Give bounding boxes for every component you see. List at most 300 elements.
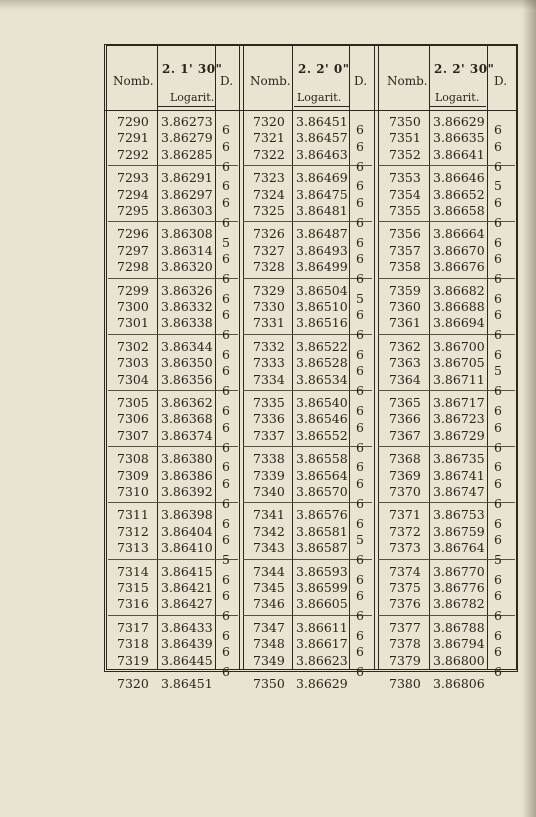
table-cell-difference: 6 <box>494 214 502 230</box>
table-cell-difference: 6 <box>356 138 364 154</box>
table-cell-difference: 6 <box>356 363 364 379</box>
table-cell-logarithm: 3.86504 <box>296 282 348 298</box>
group-separator <box>108 502 238 503</box>
table-cell-number: 7304 <box>117 371 149 387</box>
table-cell-number: 7340 <box>253 484 285 499</box>
table-cell-logarithm: 3.86806 <box>433 676 485 691</box>
table-cell-number: 7333 <box>253 355 285 371</box>
table-cell-difference: 6 <box>222 495 230 511</box>
table-cell-logarithm: 3.86658 <box>433 203 485 218</box>
table-cell-difference: 6 <box>356 571 364 587</box>
table-cell-difference: 6 <box>222 122 230 138</box>
table-cell-logarithm: 3.86374 <box>161 427 213 443</box>
table-cell-number: 7320 <box>253 114 285 129</box>
table-cell-logarithm: 3.86558 <box>296 451 348 467</box>
table-cell-number: 7303 <box>117 355 149 371</box>
header-angle-3: 2. 2' 30" <box>434 62 495 76</box>
table-cell-logarithm: 3.86410 <box>161 540 213 556</box>
table-cell-difference: 6 <box>356 644 364 660</box>
table-cell-difference: 6 <box>494 290 502 306</box>
table-cell-logarithm: 3.86576 <box>296 507 348 523</box>
table-cell-logarithm: 3.86764 <box>433 540 485 556</box>
table-cell-logarithm: 3.86753 <box>433 507 485 523</box>
column-rule <box>429 46 430 670</box>
group-separator <box>243 278 372 279</box>
table-cell-logarithm: 3.86676 <box>433 259 485 275</box>
group-separator <box>108 221 238 222</box>
table-cell-number: 7323 <box>253 170 285 186</box>
table-cell-logarithm: 3.86623 <box>296 652 348 668</box>
table-cell-logarithm: 3.86398 <box>161 507 213 523</box>
table-cell-number: 7377 <box>389 619 421 635</box>
table-cell-number: 7298 <box>117 259 149 275</box>
table-cell-number: 7344 <box>253 563 285 579</box>
table-cell-number: 7338 <box>253 451 285 467</box>
table-cell-logarithm: 3.86552 <box>296 427 348 443</box>
group-separator <box>243 334 372 335</box>
table-cell-difference: 6 <box>494 138 502 154</box>
table-cell-difference: 6 <box>222 214 230 230</box>
table-cell-logarithm: 3.86717 <box>433 395 485 410</box>
table-cell-difference: 6 <box>356 419 364 435</box>
table-cell-difference: 6 <box>222 628 230 643</box>
table-cell-logarithm: 3.86682 <box>433 282 485 298</box>
table-cell-number: 7334 <box>253 371 285 387</box>
table-cell-number: 7291 <box>117 130 149 146</box>
table-cell-difference: 5 <box>494 551 502 567</box>
table-cell-difference: 6 <box>222 383 230 399</box>
table-cell-logarithm: 3.86463 <box>296 146 348 162</box>
table-cell-difference: 6 <box>494 158 502 174</box>
group-separator <box>108 165 238 166</box>
table-cell-difference: 6 <box>356 439 364 455</box>
table-cell-number: 7292 <box>117 146 149 162</box>
block-divider <box>239 46 244 670</box>
group-separator <box>108 559 238 560</box>
table-cell-difference: 6 <box>494 383 502 399</box>
table-cell-difference: 6 <box>222 347 230 362</box>
table-cell-number: 7330 <box>253 299 285 314</box>
table-cell-logarithm: 3.86705 <box>433 355 485 371</box>
table-cell-number: 7370 <box>389 484 421 499</box>
header-d-2: D. <box>354 74 368 88</box>
header-d-1: D. <box>220 74 234 88</box>
header-angle-1: 2. 1' 30" <box>162 62 223 76</box>
group-separator <box>108 446 238 447</box>
table-cell-logarithm: 3.86670 <box>433 242 485 258</box>
header-logarit-1: Logarit. <box>170 91 215 104</box>
table-cell-difference: 6 <box>494 515 502 531</box>
group-separator <box>108 615 238 616</box>
table-cell-logarithm: 3.86303 <box>161 203 213 218</box>
table-cell-difference: 6 <box>356 495 364 511</box>
table-cell-number: 7306 <box>117 411 149 427</box>
table-cell-difference: 6 <box>494 439 502 455</box>
table-cell-logarithm: 3.86344 <box>161 338 213 354</box>
table-cell-number: 7351 <box>389 130 421 146</box>
table-cell-difference: 6 <box>356 588 364 604</box>
table-cell-number: 7328 <box>253 259 285 275</box>
table-cell-number: 7346 <box>253 596 285 612</box>
table-cell-difference: 6 <box>222 251 230 266</box>
table-cell-logarithm: 3.86688 <box>433 299 485 314</box>
table-cell-logarithm: 3.86320 <box>161 259 213 275</box>
table-cell-difference: 6 <box>356 347 364 362</box>
table-cell-logarithm: 3.86522 <box>296 338 348 354</box>
table-cell-number: 7350 <box>389 114 421 129</box>
table-cell-difference: 6 <box>222 363 230 379</box>
header-nomb-3: Nomb. <box>387 74 428 88</box>
table-cell-logarithm: 3.86528 <box>296 355 348 371</box>
table-cell-logarithm: 3.86481 <box>296 203 348 218</box>
table-cell-number: 7348 <box>253 636 285 652</box>
table-cell-difference: 6 <box>356 608 364 624</box>
table-cell-logarithm: 3.86415 <box>161 563 213 579</box>
table-cell-difference: 6 <box>494 122 502 138</box>
table-cell-logarithm: 3.86510 <box>296 299 348 314</box>
table-cell-logarithm: 3.86605 <box>296 596 348 612</box>
table-cell-number: 7293 <box>117 170 149 186</box>
table-cell-difference: 6 <box>494 327 502 343</box>
column-rule <box>157 46 158 670</box>
table-cell-number: 7299 <box>117 282 149 298</box>
table-cell-logarithm: 3.86534 <box>296 371 348 387</box>
table-cell-logarithm: 3.86587 <box>296 540 348 556</box>
table-cell-logarithm: 3.86711 <box>433 371 485 387</box>
table-cell-logarithm: 3.86540 <box>296 395 348 410</box>
table-cell-difference: 6 <box>356 158 364 174</box>
table-cell-number: 7357 <box>389 242 421 258</box>
table-cell-logarithm: 3.86629 <box>296 676 348 691</box>
table-cell-number: 7337 <box>253 427 285 443</box>
table-cell-number: 7372 <box>389 523 421 539</box>
table-cell-number: 7318 <box>117 636 149 652</box>
group-separator <box>243 615 372 616</box>
table-cell-logarithm: 3.86794 <box>433 636 485 652</box>
group-separator <box>108 334 238 335</box>
header-underline-2 <box>294 106 349 107</box>
table-cell-number: 7339 <box>253 467 285 483</box>
table-cell-number: 7367 <box>389 427 421 443</box>
table-cell-number: 7342 <box>253 523 285 539</box>
table-cell-difference: 6 <box>494 403 502 419</box>
column-rule <box>349 46 350 670</box>
table-cell-difference: 6 <box>494 588 502 604</box>
table-cell-logarithm: 3.86646 <box>433 170 485 186</box>
table-cell-logarithm: 3.86326 <box>161 282 213 298</box>
table-cell-logarithm: 3.86723 <box>433 411 485 427</box>
table-cell-number: 7360 <box>389 299 421 314</box>
table-cell-number: 7312 <box>117 523 149 539</box>
table-cell-difference: 5 <box>222 234 230 250</box>
table-cell-logarithm: 3.86516 <box>296 315 348 331</box>
table-cell-logarithm: 3.86593 <box>296 563 348 579</box>
table-cell-logarithm: 3.86404 <box>161 523 213 539</box>
table-cell-logarithm: 3.86308 <box>161 226 213 242</box>
table-cell-difference: 6 <box>494 459 502 475</box>
table-cell-difference: 6 <box>222 515 230 531</box>
table-cell-logarithm: 3.86368 <box>161 411 213 427</box>
table-cell-difference: 6 <box>222 644 230 660</box>
table-cell-difference: 6 <box>222 194 230 210</box>
table-cell-difference: 6 <box>356 664 364 680</box>
table-cell-logarithm: 3.86694 <box>433 315 485 331</box>
table-cell-number: 7326 <box>253 226 285 242</box>
table-cell-logarithm: 3.86776 <box>433 580 485 595</box>
table-cell-difference: 6 <box>222 439 230 455</box>
header-nomb-2: Nomb. <box>250 74 291 88</box>
table-cell-number: 7300 <box>117 299 149 314</box>
table-cell-logarithm: 3.86427 <box>161 596 213 612</box>
table-cell-number: 7332 <box>253 338 285 354</box>
group-separator <box>108 278 238 279</box>
table-cell-logarithm: 3.86338 <box>161 315 213 331</box>
table-cell-difference: 5 <box>356 290 364 306</box>
table-cell-number: 7362 <box>389 338 421 354</box>
table-cell-logarithm: 3.86635 <box>433 130 485 146</box>
table-cell-number: 7329 <box>253 282 285 298</box>
table-cell-number: 7352 <box>389 146 421 162</box>
table-cell-difference: 6 <box>494 532 502 547</box>
table-cell-difference: 6 <box>356 475 364 491</box>
table-cell-number: 7355 <box>389 203 421 218</box>
table-cell-difference: 5 <box>222 551 230 567</box>
table-cell-number: 7373 <box>389 540 421 556</box>
table-cell-logarithm: 3.86700 <box>433 338 485 354</box>
header-rule <box>104 110 518 111</box>
table-cell-number: 7336 <box>253 411 285 427</box>
header-angle-2: 2. 2' 0" <box>298 62 350 76</box>
table-cell-number: 7325 <box>253 203 285 218</box>
table-cell-difference: 6 <box>494 644 502 660</box>
table-cell-logarithm: 3.86741 <box>433 467 485 483</box>
table-cell-difference: 6 <box>222 664 230 680</box>
table-cell-number: 7331 <box>253 315 285 331</box>
table-cell-difference: 6 <box>494 475 502 491</box>
table-cell-number: 7327 <box>253 242 285 258</box>
table-cell-number: 7314 <box>117 563 149 579</box>
table-cell-logarithm: 3.86800 <box>433 652 485 668</box>
table-cell-number: 7376 <box>389 596 421 612</box>
table-cell-logarithm: 3.86439 <box>161 636 213 652</box>
table-cell-number: 7321 <box>253 130 285 146</box>
table-cell-difference: 6 <box>494 251 502 266</box>
table-cell-logarithm: 3.86782 <box>433 596 485 612</box>
table-cell-number: 7311 <box>117 507 149 523</box>
table-cell-logarithm: 3.86356 <box>161 371 213 387</box>
table-cell-number: 7302 <box>117 338 149 354</box>
table-cell-difference: 6 <box>356 383 364 399</box>
table-cell-logarithm: 3.86350 <box>161 355 213 371</box>
table-cell-logarithm: 3.86487 <box>296 226 348 242</box>
group-separator <box>243 390 372 391</box>
table-cell-difference: 6 <box>356 178 364 194</box>
table-cell-logarithm: 3.86747 <box>433 484 485 499</box>
table-cell-logarithm: 3.86629 <box>433 114 485 129</box>
table-cell-difference: 6 <box>222 307 230 323</box>
table-cell-number: 7343 <box>253 540 285 556</box>
table-cell-logarithm: 3.86314 <box>161 242 213 258</box>
table-cell-logarithm: 3.86788 <box>433 619 485 635</box>
table-cell-difference: 6 <box>222 571 230 587</box>
page-top-shadow <box>0 0 536 10</box>
table-cell-number: 7307 <box>117 427 149 443</box>
header-underline-3 <box>430 106 486 107</box>
table-cell-logarithm: 3.86451 <box>296 114 348 129</box>
table-cell-number: 7349 <box>253 652 285 668</box>
table-cell-difference: 5 <box>494 363 502 379</box>
table-cell-difference: 6 <box>356 122 364 138</box>
table-cell-difference: 6 <box>222 138 230 154</box>
table-cell-difference: 6 <box>356 234 364 250</box>
table-cell-logarithm: 3.86457 <box>296 130 348 146</box>
table-cell-difference: 6 <box>222 608 230 624</box>
table-cell-difference: 6 <box>222 588 230 604</box>
table-cell-logarithm: 3.86469 <box>296 170 348 186</box>
table-cell-difference: 6 <box>494 347 502 362</box>
table-cell-logarithm: 3.86641 <box>433 146 485 162</box>
table-cell-number: 7347 <box>253 619 285 635</box>
table-cell-logarithm: 3.86362 <box>161 395 213 410</box>
table-cell-number: 7375 <box>389 580 421 595</box>
table-cell-difference: 6 <box>222 532 230 547</box>
table-cell-logarithm: 3.86581 <box>296 523 348 539</box>
table-cell-number: 7363 <box>389 355 421 371</box>
table-cell-difference: 6 <box>222 419 230 435</box>
table-cell-difference: 6 <box>356 270 364 286</box>
table-cell-logarithm: 3.86451 <box>161 676 213 691</box>
table-cell-difference: 6 <box>356 628 364 643</box>
table-cell-difference: 6 <box>356 214 364 230</box>
table-cell-number: 7378 <box>389 636 421 652</box>
table-cell-number: 7358 <box>389 259 421 275</box>
table-cell-difference: 6 <box>494 664 502 680</box>
header-d-3: D. <box>494 74 508 88</box>
table-cell-logarithm: 3.86421 <box>161 580 213 595</box>
table-cell-logarithm: 3.86291 <box>161 170 213 186</box>
table-cell-difference: 6 <box>222 475 230 491</box>
table-cell-logarithm: 3.86735 <box>433 451 485 467</box>
table-cell-number: 7356 <box>389 226 421 242</box>
group-separator <box>243 446 372 447</box>
table-cell-number: 7353 <box>389 170 421 186</box>
table-cell-logarithm: 3.86617 <box>296 636 348 652</box>
table-cell-number: 7374 <box>389 563 421 579</box>
table-cell-number: 7305 <box>117 395 149 410</box>
table-cell-difference: 6 <box>356 403 364 419</box>
table-cell-difference: 6 <box>494 571 502 587</box>
table-cell-number: 7317 <box>117 619 149 635</box>
table-cell-logarithm: 3.86652 <box>433 186 485 202</box>
table-cell-logarithm: 3.86493 <box>296 242 348 258</box>
table-cell-logarithm: 3.86297 <box>161 186 213 202</box>
table-cell-number: 7320 <box>117 676 149 691</box>
table-cell-number: 7365 <box>389 395 421 410</box>
table-cell-number: 7361 <box>389 315 421 331</box>
table-cell-logarithm: 3.86611 <box>296 619 348 635</box>
table-cell-logarithm: 3.86499 <box>296 259 348 275</box>
table-cell-logarithm: 3.86664 <box>433 226 485 242</box>
table-cell-number: 7297 <box>117 242 149 258</box>
table-cell-logarithm: 3.86599 <box>296 580 348 595</box>
table-cell-difference: 6 <box>494 495 502 511</box>
table-cell-number: 7309 <box>117 467 149 483</box>
table-cell-number: 7294 <box>117 186 149 202</box>
table-cell-difference: 6 <box>222 270 230 286</box>
table-cell-difference: 5 <box>494 178 502 194</box>
table-cell-number: 7366 <box>389 411 421 427</box>
table-cell-difference: 6 <box>222 290 230 306</box>
table-cell-difference: 6 <box>356 327 364 343</box>
header-nomb-1: Nomb. <box>113 74 154 88</box>
table-cell-difference: 5 <box>356 532 364 547</box>
table-cell-difference: 6 <box>222 327 230 343</box>
table-cell-difference: 6 <box>494 608 502 624</box>
block-divider <box>374 46 379 670</box>
table-cell-difference: 6 <box>222 178 230 194</box>
table-cell-number: 7368 <box>389 451 421 467</box>
table-cell-logarithm: 3.86273 <box>161 114 213 129</box>
table-cell-logarithm: 3.86570 <box>296 484 348 499</box>
table-cell-logarithm: 3.86279 <box>161 130 213 146</box>
table-cell-logarithm: 3.86380 <box>161 451 213 467</box>
table-cell-logarithm: 3.86386 <box>161 467 213 483</box>
table-cell-difference: 6 <box>494 234 502 250</box>
table-cell-difference: 6 <box>222 403 230 419</box>
group-separator <box>243 559 372 560</box>
table-cell-number: 7290 <box>117 114 149 129</box>
table-cell-difference: 6 <box>356 551 364 567</box>
table-cell-number: 7335 <box>253 395 285 410</box>
table-cell-difference: 6 <box>356 459 364 475</box>
table-cell-number: 7316 <box>117 596 149 612</box>
table-cell-number: 7308 <box>117 451 149 467</box>
page-edge-shadow <box>522 0 536 817</box>
table-cell-number: 7319 <box>117 652 149 668</box>
column-rule <box>487 46 488 670</box>
table-cell-number: 7315 <box>117 580 149 595</box>
table-cell-difference: 6 <box>494 307 502 323</box>
header-underline-1 <box>158 106 216 107</box>
group-separator <box>108 390 238 391</box>
group-separator <box>243 165 372 166</box>
table-cell-difference: 6 <box>494 194 502 210</box>
table-cell-difference: 6 <box>494 270 502 286</box>
table-cell-number: 7364 <box>389 371 421 387</box>
table-cell-number: 7380 <box>389 676 421 691</box>
table-cell-logarithm: 3.86445 <box>161 652 213 668</box>
table-cell-difference: 6 <box>494 419 502 435</box>
table-cell-logarithm: 3.86759 <box>433 523 485 539</box>
table-cell-difference: 6 <box>494 628 502 643</box>
table-cell-difference: 6 <box>356 307 364 323</box>
table-cell-number: 7354 <box>389 186 421 202</box>
column-rule <box>215 46 216 670</box>
table-cell-number: 7369 <box>389 467 421 483</box>
table-cell-number: 7310 <box>117 484 149 499</box>
table-cell-logarithm: 3.86392 <box>161 484 213 499</box>
table-cell-logarithm: 3.86770 <box>433 563 485 579</box>
table-cell-number: 7301 <box>117 315 149 331</box>
table-cell-number: 7379 <box>389 652 421 668</box>
table-cell-number: 7341 <box>253 507 285 523</box>
column-rule <box>292 46 293 670</box>
table-cell-difference: 6 <box>356 251 364 266</box>
table-cell-number: 7313 <box>117 540 149 556</box>
table-cell-difference: 6 <box>222 158 230 174</box>
table-cell-number: 7359 <box>389 282 421 298</box>
group-separator <box>243 502 372 503</box>
